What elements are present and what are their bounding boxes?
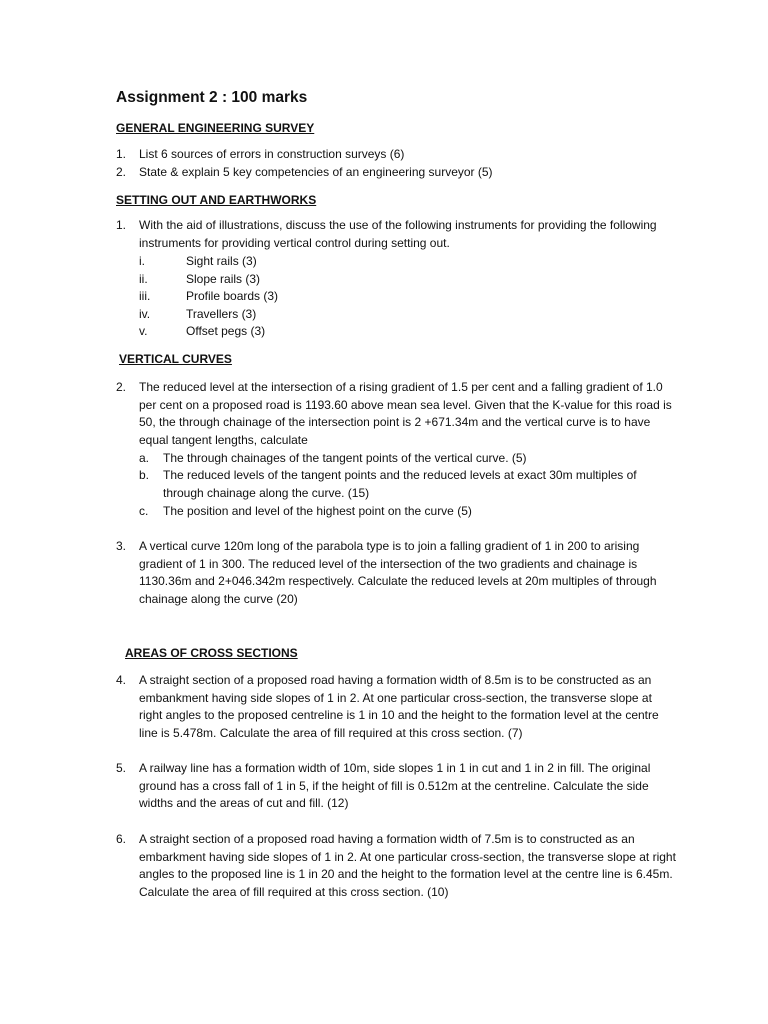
item-text: A straight section of a proposed road having a formation width of 7.5m is to constructed as an embarkment having side slopes of 1 in 2. At one particular cross-section, the transverse slope at right angles to the proposed line is 1 in 20 and the height to the formation level at the centre line is 6.45m. Calculate the area of fill required at this cross section. (10) (139, 832, 676, 899)
heading-general-engineering-survey: GENERAL ENGINEERING SURVEY (116, 121, 315, 135)
sub-item-number: b. (139, 468, 150, 482)
sub-item-number: a. (139, 451, 150, 465)
heading-areas-of-cross-sections: AREAS OF CROSS SECTIONS (125, 646, 298, 660)
sub-item-number: iv. (139, 307, 151, 321)
sub-list-item (139, 288, 439, 306)
item-text: List 6 sources of errors in construction surveys (6) (139, 147, 405, 161)
item-number: 6. (116, 832, 127, 846)
sub-item-number: v. (139, 324, 148, 338)
item-text: With the aid of illustrations, discuss the use of the following instruments for providing the following instruments for providing vertical control during setting out. (139, 218, 657, 250)
sub-list-item (139, 306, 439, 324)
assignment-title: Assignment 2 : 100 marks (116, 89, 308, 106)
item-number: 4. (116, 673, 127, 687)
item-text: State & explain 5 key competencies of an engineering surveyor (5) (139, 165, 493, 179)
item-text: The reduced level at the intersection of a rising gradient of 1.5 per cent and a falling gradient of 1.0 per cent on a proposed road is 1193.60 above mean sea level. Given that the K-value for this road is 50, the through chainage of the intersection point is 2 +671.34m and the vertical curve is to have equal tangent lengths, calculate (139, 380, 672, 447)
sub-list-item (139, 450, 659, 468)
list-item (116, 379, 676, 449)
sub-item-number: iii. (139, 289, 151, 303)
item-text: A vertical curve 120m long of the parabola type is to join a falling gradient of 1 in 200 to arising gradient of 1 in 300. The reduced level of the intersection of the two gradients and chainage is 1130.36m and 2+046.342m respectively. Calculate the reduced levels at 20m multiples of through chainage along the curve (20) (139, 539, 657, 606)
sub-list-item (139, 271, 439, 289)
sub-item-text: Slope rails (3) (186, 272, 261, 286)
sub-list-item (139, 323, 439, 341)
list-item (116, 146, 676, 164)
sub-item-number: i. (139, 254, 145, 268)
sub-item-text: The through chainages of the tangent points of the vertical curve. (5) (163, 451, 527, 465)
sub-item-text: Offset pegs (3) (186, 324, 266, 338)
list-item (116, 164, 676, 182)
item-number: 5. (116, 761, 127, 775)
sub-list-item (139, 253, 439, 271)
item-number: 2. (116, 165, 127, 179)
sub-item-text: The reduced levels of the tangent points and the reduced levels at exact 30m multiples of through chainage along the curve. (15) (163, 468, 637, 500)
sub-item-text: Profile boards (3) (186, 289, 279, 303)
sub-item-number: c. (139, 504, 149, 518)
sub-item-text: Sight rails (3) (186, 254, 257, 268)
sub-item-number: ii. (139, 272, 148, 286)
item-number: 1. (116, 147, 127, 161)
list-item (116, 672, 676, 742)
list-item (116, 760, 676, 813)
sub-item-text: The position and level of the highest point on the curve (5) (163, 504, 472, 518)
item-number: 3. (116, 539, 127, 553)
sub-item-text: Travellers (3) (186, 307, 257, 321)
item-text: A railway line has a formation width of 10m, side slopes 1 in 1 in cut and 1 in 2 in fill. The original ground has a cross fall of 1 in 5, if the height of fill is 0.512m at the centreline. Calculate the side widths and the areas of cut and fill. (12) (139, 761, 651, 810)
item-number: 1. (116, 218, 127, 232)
item-number: 2. (116, 380, 127, 394)
heading-setting-out-and-earthworks: SETTING OUT AND EARTHWORKS (116, 193, 317, 207)
list-item (116, 217, 676, 252)
sub-list-item (139, 467, 659, 502)
item-text: A straight section of a proposed road having a formation width of 8.5m is to be constructed as an embankment having side slopes of 1 in 2. At one particular cross-section, the transverse slope at right angles to the proposed centreline is 1 in 10 and the height to the formation level at the centre line is 5.478m. Calculate the area of fill required at this cross section. (7) (139, 673, 659, 740)
list-item (116, 538, 676, 608)
sub-list-item (139, 503, 659, 521)
heading-vertical-curves: VERTICAL CURVES (119, 352, 232, 366)
list-item (116, 831, 676, 901)
